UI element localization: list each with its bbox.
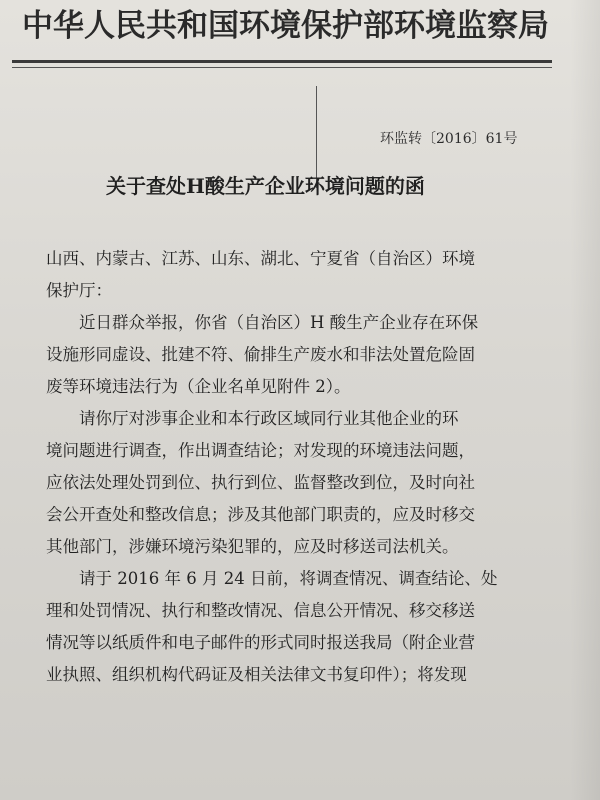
body-line: 应依法处理处罚到位、执行到位、监督整改到位，及时向社 [46, 473, 475, 492]
page-shadow [570, 0, 600, 800]
body-line: 理和处罚情况、执行和整改情况、信息公开情况、移交移送 [46, 601, 475, 620]
agency-header: 中华人民共和国环境保护部环境监察局 [22, 8, 549, 44]
document-number: 环监转〔2016〕61号 [380, 131, 518, 147]
body-line: 会公开查处和整改信息；涉及其他部门职责的，应及时移交 [46, 505, 475, 524]
body-line: 境问题进行调查，作出调查结论；对发现的环境违法问题， [46, 441, 475, 460]
body-line: 请你厅对涉事企业和本行政区域同行业其他企业的环 [46, 409, 459, 428]
body-line: 请于 2016 年 6 月 24 日前，将调查情况、调查结论、处 [46, 569, 498, 588]
body-line: 保护厅： [46, 281, 112, 300]
document-title: 关于查处H酸生产企业环境问题的函 [106, 174, 425, 198]
body-line: 近日群众举报，你省（自治区）H 酸生产企业存在环保 [46, 313, 479, 332]
header-rule-thick [12, 60, 552, 63]
body-line: 其他部门，涉嫌环境污染犯罪的，应及时移送司法机关。 [46, 537, 459, 556]
body-line: 山西、内蒙古、江苏、山东、湖北、宁夏省（自治区）环境 [46, 249, 475, 268]
body-line: 设施形同虚设、批建不符、偷排生产废水和非法处置危险固 [46, 345, 475, 364]
body-line: 废等环境违法行为（企业名单见附件 2）。 [46, 377, 351, 396]
header-rule-thin [12, 67, 552, 68]
document-body [46, 243, 566, 691]
body-line: 业执照、组织机构代码证及相关法律文书复印件）；将发现 [46, 665, 467, 684]
body-line: 情况等以纸质件和电子邮件的形式同时报送我局（附企业营 [46, 633, 475, 652]
